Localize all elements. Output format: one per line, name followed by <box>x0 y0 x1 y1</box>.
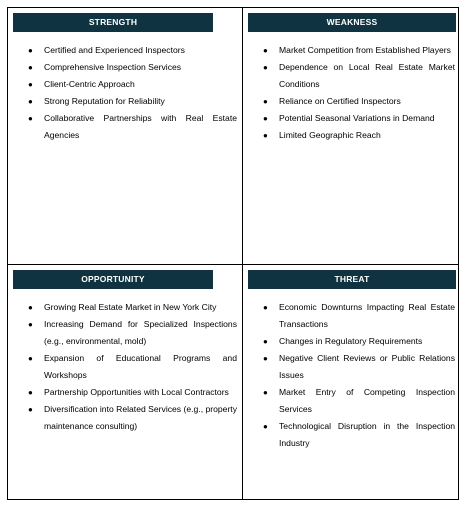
weakness-header: WEAKNESS <box>248 13 456 32</box>
bullet-icon: ● <box>263 388 268 397</box>
list-item-text: Negative Client Reviews or Public Relations Issues <box>279 353 455 380</box>
threat-list <box>248 299 455 452</box>
strength-header: STRENGTH <box>13 13 213 32</box>
threat-quadrant <box>248 270 455 452</box>
list-item <box>248 93 455 110</box>
list-item-text: Client-Centric Approach <box>44 79 135 89</box>
bullet-icon: ● <box>263 303 268 312</box>
opportunity-header: OPPORTUNITY <box>13 270 213 289</box>
bullet-icon: ● <box>263 354 268 363</box>
bullet-icon: ● <box>28 114 33 123</box>
bullet-icon: ● <box>263 131 268 140</box>
list-item-text: Comprehensive Inspection Services <box>44 62 182 72</box>
list-item <box>13 384 237 401</box>
list-item-text: Potential Seasonal Variations in Demand <box>279 113 435 123</box>
bullet-icon: ● <box>263 46 268 55</box>
list-item <box>248 127 455 144</box>
list-item <box>13 93 237 110</box>
weakness-quadrant <box>248 13 455 144</box>
list-item-text: Collaborative Partnerships with Real Estate Agencies <box>44 113 237 140</box>
list-item-text: Reliance on Certified Inspectors <box>279 96 401 106</box>
list-item-text: Market Entry of Competing Inspection Services <box>279 387 455 414</box>
list-item <box>13 110 237 144</box>
list-item <box>248 418 455 452</box>
swot-table <box>7 7 459 500</box>
opportunity-list <box>13 299 237 435</box>
list-item-text: Diversification into Related Services (e.g., property maintenance consulting) <box>44 404 237 431</box>
list-item-text: Technological Disruption in the Inspection Industry <box>279 421 455 448</box>
list-item <box>13 76 237 93</box>
strength-quadrant <box>13 13 237 144</box>
bullet-icon: ● <box>263 114 268 123</box>
strength-list <box>13 42 237 144</box>
list-item <box>248 384 455 418</box>
threat-header: THREAT <box>248 270 456 289</box>
list-item <box>13 350 237 384</box>
bullet-icon: ● <box>28 80 33 89</box>
list-item-text: Strong Reputation for Reliability <box>44 96 165 106</box>
list-item <box>248 333 455 350</box>
list-item <box>13 401 237 435</box>
list-item-text: Dependence on Local Real Estate Market Conditions <box>279 62 455 89</box>
bullet-icon: ● <box>263 63 268 72</box>
list-item-text: Increasing Demand for Specialized Inspections (e.g., environmental, mold) <box>44 319 237 346</box>
list-item-text: Market Competition from Established Players <box>279 45 451 55</box>
list-item <box>248 350 455 384</box>
bullet-icon: ● <box>28 63 33 72</box>
list-item <box>248 299 455 333</box>
list-item-text: Growing Real Estate Market in New York City <box>44 302 217 312</box>
list-item-text: Certified and Experienced Inspectors <box>44 45 185 55</box>
bullet-icon: ● <box>28 320 33 329</box>
list-item <box>248 110 455 127</box>
list-item-text: Partnership Opportunities with Local Contractors <box>44 387 229 397</box>
bullet-icon: ● <box>263 422 268 431</box>
bullet-icon: ● <box>263 97 268 106</box>
list-item <box>13 42 237 59</box>
bullet-icon: ● <box>28 405 33 414</box>
bullet-icon: ● <box>28 354 33 363</box>
list-item <box>13 59 237 76</box>
bullet-icon: ● <box>28 303 33 312</box>
list-item-text: Economic Downturns Impacting Real Estate Transactions <box>279 302 455 329</box>
list-item <box>13 299 237 316</box>
bullet-icon: ● <box>28 97 33 106</box>
bullet-icon: ● <box>263 337 268 346</box>
opportunity-quadrant <box>13 270 237 435</box>
bullet-icon: ● <box>28 46 33 55</box>
list-item-text: Expansion of Educational Programs and Workshops <box>44 353 237 380</box>
list-item <box>248 59 455 93</box>
horizontal-divider <box>8 264 458 265</box>
weakness-list <box>248 42 455 144</box>
list-item-text: Changes in Regulatory Requirements <box>279 336 423 346</box>
bullet-icon: ● <box>28 388 33 397</box>
vertical-divider <box>242 8 243 499</box>
list-item <box>248 42 455 59</box>
list-item <box>13 316 237 350</box>
list-item-text: Limited Geographic Reach <box>279 130 381 140</box>
